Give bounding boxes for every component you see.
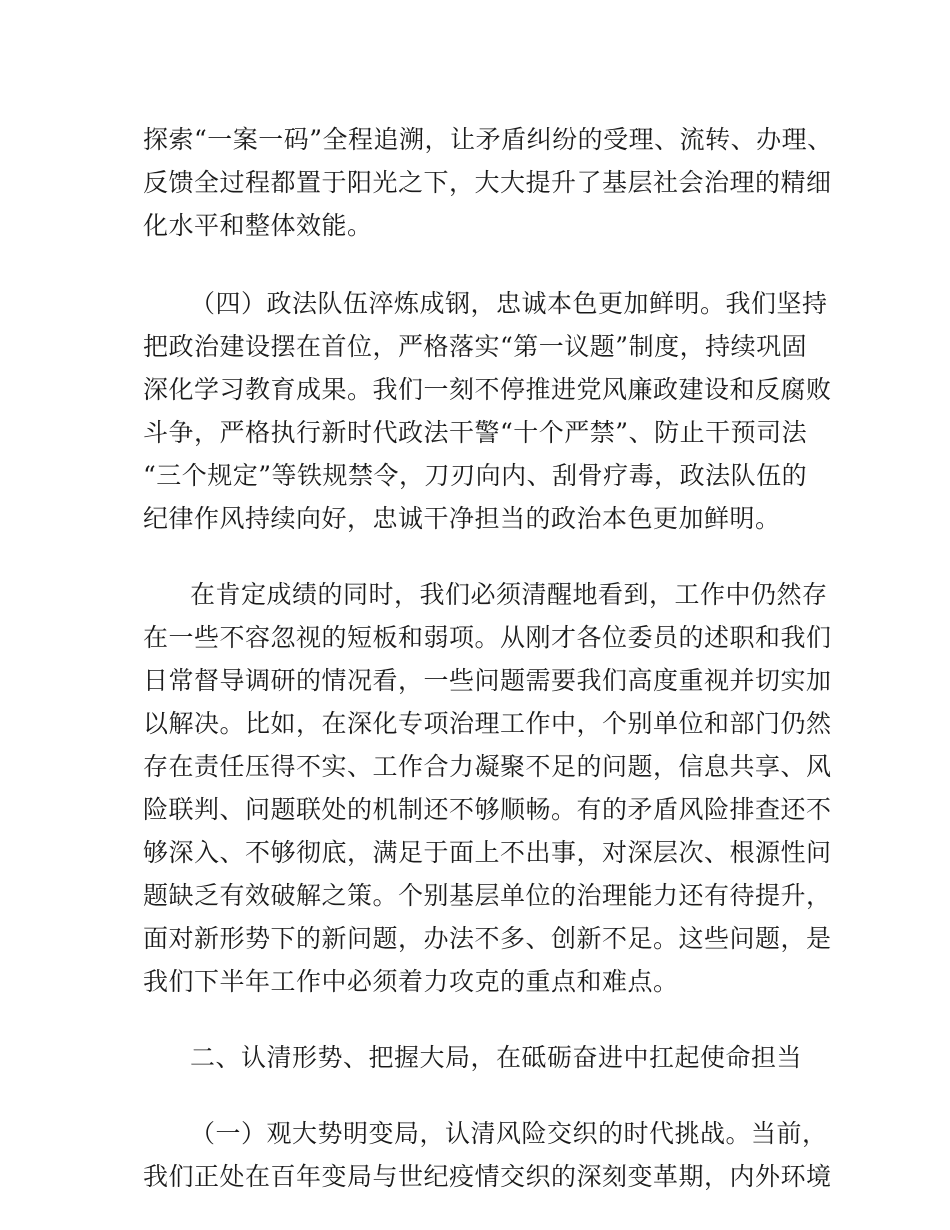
text-line: 面对新形势下的新问题，办法不多、创新不足。这些问题，是 <box>143 924 832 953</box>
text-line: “三个规定”等铁规禁令，刀刃向内、刮骨疗毒，政法队伍的 <box>143 461 808 490</box>
section-heading: 二、认清形势、把握大局，在砥砺奋进中扛起使命担当 <box>190 1043 803 1072</box>
text-line: 我们正处在百年变局与世纪疫情交织的深刻变革期，内外环境 <box>143 1162 832 1191</box>
text-line: 反馈全过程都置于阳光之下，大大提升了基层社会治理的精细 <box>143 168 832 197</box>
text-line: （一）观大势明变局，认清风险交织的时代挑战。当前， <box>190 1119 828 1148</box>
text-line: 在肯定成绩的同时，我们必须清醒地看到，工作中仍然存 <box>190 580 828 609</box>
text-line: 险联判、问题联处的机制还不够顺畅。有的矛盾风险排查还不 <box>143 795 832 824</box>
text-line: 把政治建设摆在首位，严格落实“第一议题”制度，持续巩固 <box>143 332 808 361</box>
text-line: 在一些不容忽视的短板和弱项。从刚才各位委员的述职和我们 <box>143 623 832 652</box>
text-line: 够深入、不够彻底，满足于面上不出事，对深层次、根源性问 <box>143 838 832 867</box>
text-line: 斗争，严格执行新时代政法干警“十个严禁”、防止干预司法 <box>143 418 808 447</box>
text-line: 化水平和整体效能。 <box>143 211 373 240</box>
text-line: 探索“一案一码”全程追溯，让矛盾纠纷的受理、流转、办理、 <box>143 125 833 154</box>
text-line: 深化学习教育成果。我们一刻不停推进党风廉政建设和反腐败 <box>143 375 832 404</box>
text-line: （四）政法队伍淬炼成钢，忠诚本色更加鲜明。我们坚持 <box>190 289 828 318</box>
text-line: 题缺乏有效破解之策。个别基层单位的治理能力还有待提升， <box>143 881 832 910</box>
text-line: 日常督导调研的情况看，一些问题需要我们高度重视并切实加 <box>143 666 832 695</box>
text-line: 以解决。比如，在深化专项治理工作中，个别单位和部门仍然 <box>143 709 832 738</box>
text-line: 我们下半年工作中必须着力攻克的重点和难点。 <box>143 967 679 996</box>
text-line: 纪律作风持续向好，忠诚干净担当的政治本色更加鲜明。 <box>143 504 781 533</box>
text-line: 存在责任压得不实、工作合力凝聚不足的问题，信息共享、风 <box>143 752 832 781</box>
